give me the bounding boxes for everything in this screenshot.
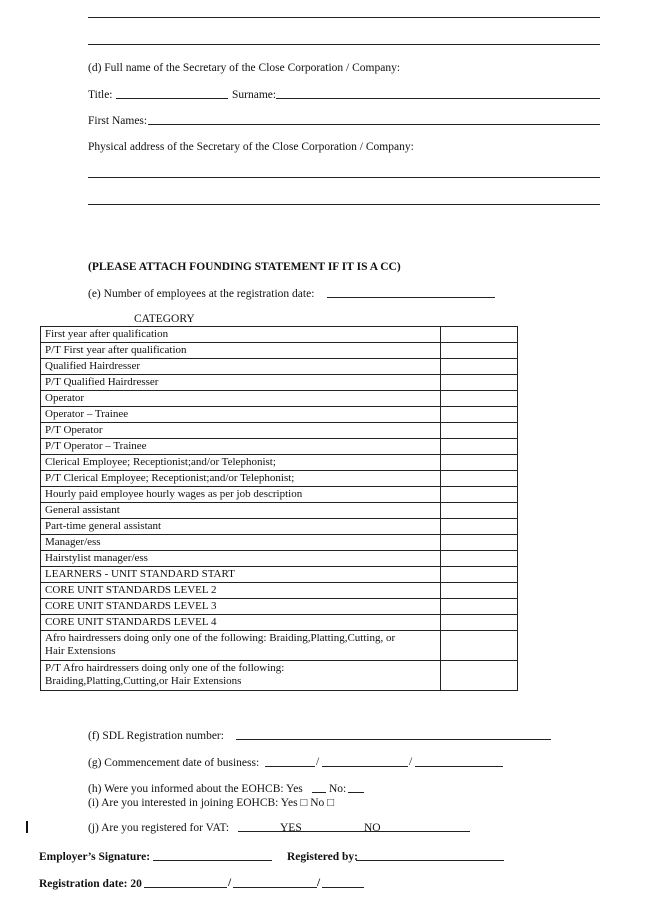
address-continuation-line-1[interactable]: [88, 17, 600, 18]
commencement-month-field[interactable]: [322, 766, 408, 767]
category-label: P/T Clerical Employee; Receptionist;and/or Telephonist;: [41, 471, 441, 487]
category-label: LEARNERS - UNIT STANDARD START: [41, 567, 441, 583]
category-count-cell[interactable]: [441, 423, 518, 439]
table-row: [41, 583, 518, 599]
category-label: [41, 661, 441, 691]
category-count-cell[interactable]: [441, 455, 518, 471]
category-count-cell[interactable]: [441, 343, 518, 359]
sdl-label: (f) SDL Registration number:: [88, 730, 224, 742]
eohcb-informed-yes-field[interactable]: [312, 792, 326, 793]
secretary-heading: (d) Full name of the Secretary of the Close Corporation / Company:: [88, 62, 401, 74]
employees-field[interactable]: [327, 297, 495, 298]
secretary-address-label: Physical address of the Secretary of the Close Corporation / Company:: [88, 141, 414, 153]
table-row: [41, 567, 518, 583]
commencement-label: (g) Commencement date of business:: [88, 757, 260, 769]
surname-label: Surname:: [232, 89, 277, 101]
category-label: CORE UNIT STANDARDS LEVEL 4: [41, 615, 441, 631]
category-label: Manager/ess: [41, 535, 441, 551]
category-label: [41, 631, 441, 661]
secretary-address-line-2[interactable]: [88, 204, 600, 205]
table-row: [41, 455, 518, 471]
eohcb-interested-label[interactable]: (i) Are you interested in joining EOHCB: Yes □ No □: [88, 797, 335, 809]
sdl-field[interactable]: [236, 739, 551, 740]
category-count-cell[interactable]: [441, 391, 518, 407]
category-label: P/T First year after qualification: [41, 343, 441, 359]
registered-by-label: Registered by:: [287, 851, 359, 863]
registration-year-field[interactable]: [144, 887, 227, 888]
category-label: CORE UNIT STANDARDS LEVEL 3: [41, 599, 441, 615]
category-label: Part-time general assistant: [41, 519, 441, 535]
category-heading: CATEGORY: [134, 313, 195, 325]
category-count-cell[interactable]: [441, 519, 518, 535]
category-count-cell[interactable]: [441, 407, 518, 423]
registration-sep-2: /: [317, 877, 321, 889]
text-cursor-mark: [26, 821, 28, 833]
category-label: Operator: [41, 391, 441, 407]
registration-date-label: Registration date: 20: [39, 878, 142, 890]
table-row: [41, 519, 518, 535]
category-count-cell[interactable]: [441, 583, 518, 599]
table-row: [41, 375, 518, 391]
category-count-cell[interactable]: [441, 567, 518, 583]
table-row: [41, 391, 518, 407]
vat-field-line[interactable]: [238, 831, 470, 832]
table-row: [41, 487, 518, 503]
registration-month-field[interactable]: [233, 887, 317, 888]
category-count-cell[interactable]: [441, 615, 518, 631]
category-count-cell[interactable]: [441, 487, 518, 503]
category-count-cell[interactable]: [441, 599, 518, 615]
table-row: [41, 661, 518, 691]
first-names-field[interactable]: [148, 124, 600, 125]
table-row: [41, 327, 518, 343]
category-count-cell[interactable]: [441, 661, 518, 691]
table-row: [41, 551, 518, 567]
category-count-cell[interactable]: [441, 471, 518, 487]
commencement-sep-2: /: [409, 756, 413, 768]
title-label: Title:: [88, 89, 113, 101]
table-row: [41, 631, 518, 661]
category-label: P/T Operator – Trainee: [41, 439, 441, 455]
eohcb-informed-label: (h) Were you informed about the EOHCB: Yes: [88, 783, 303, 795]
category-label: General assistant: [41, 503, 441, 519]
table-row: [41, 359, 518, 375]
table-row: [41, 423, 518, 439]
table-row: [41, 535, 518, 551]
table-row: [41, 343, 518, 359]
vat-no-option[interactable]: NO: [364, 822, 381, 834]
category-label: Hairstylist manager/ess: [41, 551, 441, 567]
category-label-line: Afro hairdressers doing only one of the following: Braiding,Platting,Cutting, or: [45, 632, 396, 644]
table-row: [41, 615, 518, 631]
commencement-sep-1: /: [316, 756, 320, 768]
table-row: [41, 439, 518, 455]
category-table: [40, 326, 518, 691]
category-count-cell[interactable]: [441, 375, 518, 391]
employees-label: (e) Number of employees at the registration date:: [88, 288, 315, 300]
secretary-address-line-1[interactable]: [88, 177, 600, 178]
commencement-year-field[interactable]: [415, 766, 503, 767]
category-label: Hourly paid employee hourly wages as per job description: [41, 487, 441, 503]
category-label: P/T Operator: [41, 423, 441, 439]
eohcb-informed-no-label: No:: [329, 783, 347, 795]
address-continuation-line-2[interactable]: [88, 44, 600, 45]
table-row: [41, 599, 518, 615]
category-count-cell[interactable]: [441, 535, 518, 551]
category-count-cell[interactable]: [441, 359, 518, 375]
title-field[interactable]: [116, 98, 228, 99]
vat-yes-option[interactable]: YES: [280, 822, 302, 834]
category-label: Qualified Hairdresser: [41, 359, 441, 375]
category-label-line: Hair Extensions: [45, 645, 116, 657]
table-row: [41, 471, 518, 487]
category-label-line: Braiding,Platting,Cutting,or Hair Extensions: [45, 675, 242, 687]
category-label: Operator – Trainee: [41, 407, 441, 423]
category-label: CORE UNIT STANDARDS LEVEL 2: [41, 583, 441, 599]
vat-label: (j) Are you registered for VAT:: [88, 822, 230, 834]
registered-by-field[interactable]: [356, 860, 504, 861]
category-count-cell[interactable]: [441, 327, 518, 343]
category-label: P/T Qualified Hairdresser: [41, 375, 441, 391]
category-count-cell[interactable]: [441, 439, 518, 455]
registration-sep-1: /: [228, 877, 232, 889]
employer-signature-field[interactable]: [153, 860, 272, 861]
eohcb-informed-no-field[interactable]: [348, 792, 364, 793]
table-row: [41, 503, 518, 519]
category-label-line: P/T Afro hairdressers doing only one of the following:: [45, 662, 285, 674]
category-count-cell[interactable]: [441, 631, 518, 661]
attach-founding-statement-note: (PLEASE ATTACH FOUNDING STATEMENT IF IT IS A CC): [88, 261, 401, 273]
surname-field[interactable]: [276, 98, 600, 99]
first-names-label: First Names:: [88, 115, 148, 127]
table-row: [41, 407, 518, 423]
category-count-cell[interactable]: [441, 551, 518, 567]
employer-signature-label: Employer’s Signature:: [39, 851, 151, 863]
commencement-day-field[interactable]: [265, 766, 315, 767]
category-label: Clerical Employee; Receptionist;and/or Telephonist;: [41, 455, 441, 471]
category-count-cell[interactable]: [441, 503, 518, 519]
category-label: First year after qualification: [41, 327, 441, 343]
registration-day-field[interactable]: [322, 887, 364, 888]
